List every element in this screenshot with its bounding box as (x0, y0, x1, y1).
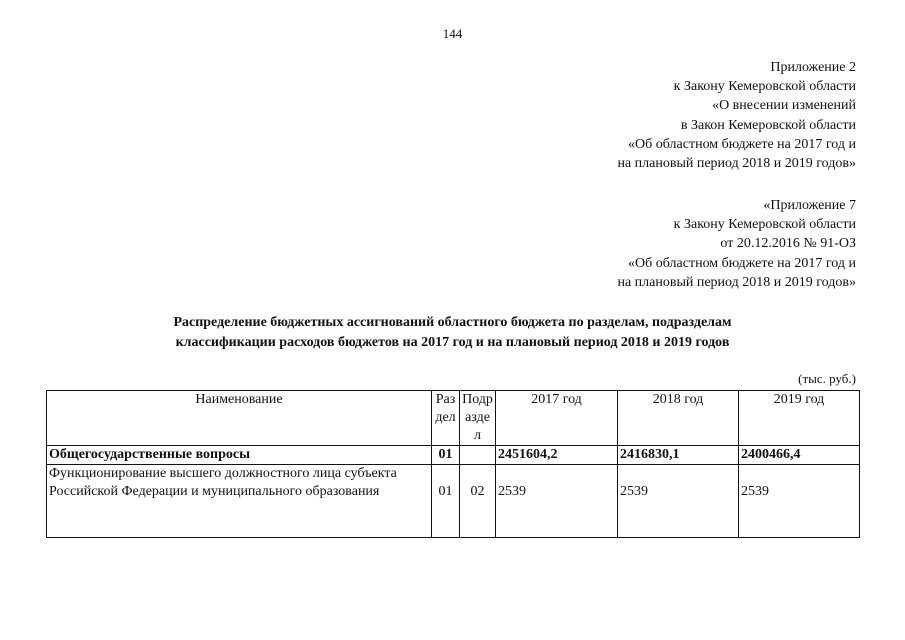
appendix-line: к Закону Кемеровской области (673, 217, 856, 233)
appendix-line: на плановый период 2018 и 2019 годов» (617, 274, 856, 290)
document-title (0, 313, 905, 353)
appendix-2-heading (617, 58, 856, 173)
row-value-2017: 2539 (496, 465, 618, 538)
row-value-2018: 2539 (618, 465, 739, 538)
row-section-code: 01 (432, 465, 460, 538)
table-row (47, 446, 860, 465)
row-value-2019: 2539 (739, 465, 860, 538)
table-row (47, 465, 860, 538)
appendix-line: «Об областном бюджете на 2017 год и (628, 136, 856, 152)
appendix-line: от 20.12.2016 № 91-ОЗ (720, 236, 856, 252)
appendix-7-heading (617, 196, 856, 292)
title-line: классификации расходов бюджетов на 2017 год и на плановый период 2018 и 2019 годов (175, 335, 730, 350)
appendix-line: «Приложение 7 (763, 198, 856, 213)
appendix-line: в Закон Кемеровской области (680, 117, 856, 133)
appendix-line: «О внесении изменений (712, 98, 856, 114)
header-subsection: Подраздел (460, 391, 496, 446)
header-2019: 2019 год (739, 391, 860, 446)
page-number: 144 (442, 26, 463, 41)
header-2017: 2017 год (496, 391, 618, 446)
row-subsection-code: 02 (460, 465, 496, 538)
row-name: Общегосударственные вопросы (47, 446, 432, 465)
row-subsection-code (460, 446, 496, 465)
title-line: Распределение бюджетных ассигнований областного бюджета по разделам, подразделам (173, 315, 732, 330)
row-value-2018: 2416830,1 (618, 446, 739, 465)
header-2018: 2018 год (618, 391, 739, 446)
row-section-code: 01 (432, 446, 460, 465)
appendix-line: Приложение 2 (770, 60, 856, 75)
appendix-line: «Об областном бюджете на 2017 год и (628, 255, 856, 271)
header-section: Раздел (432, 391, 460, 446)
appendix-line: к Закону Кемеровской области (673, 79, 856, 95)
row-name: Функционирование высшего должностного лица субъекта Российской Федерации и муниципального образования (47, 465, 432, 538)
table-header-row (47, 391, 860, 446)
budget-table (46, 390, 860, 538)
appendix-line: на плановый период 2018 и 2019 годов» (617, 156, 856, 172)
row-value-2017: 2451604,2 (496, 446, 618, 465)
header-name: Наименование (47, 391, 432, 446)
row-value-2019: 2400466,4 (739, 446, 860, 465)
units-label: (тыс. руб.) (798, 371, 856, 386)
